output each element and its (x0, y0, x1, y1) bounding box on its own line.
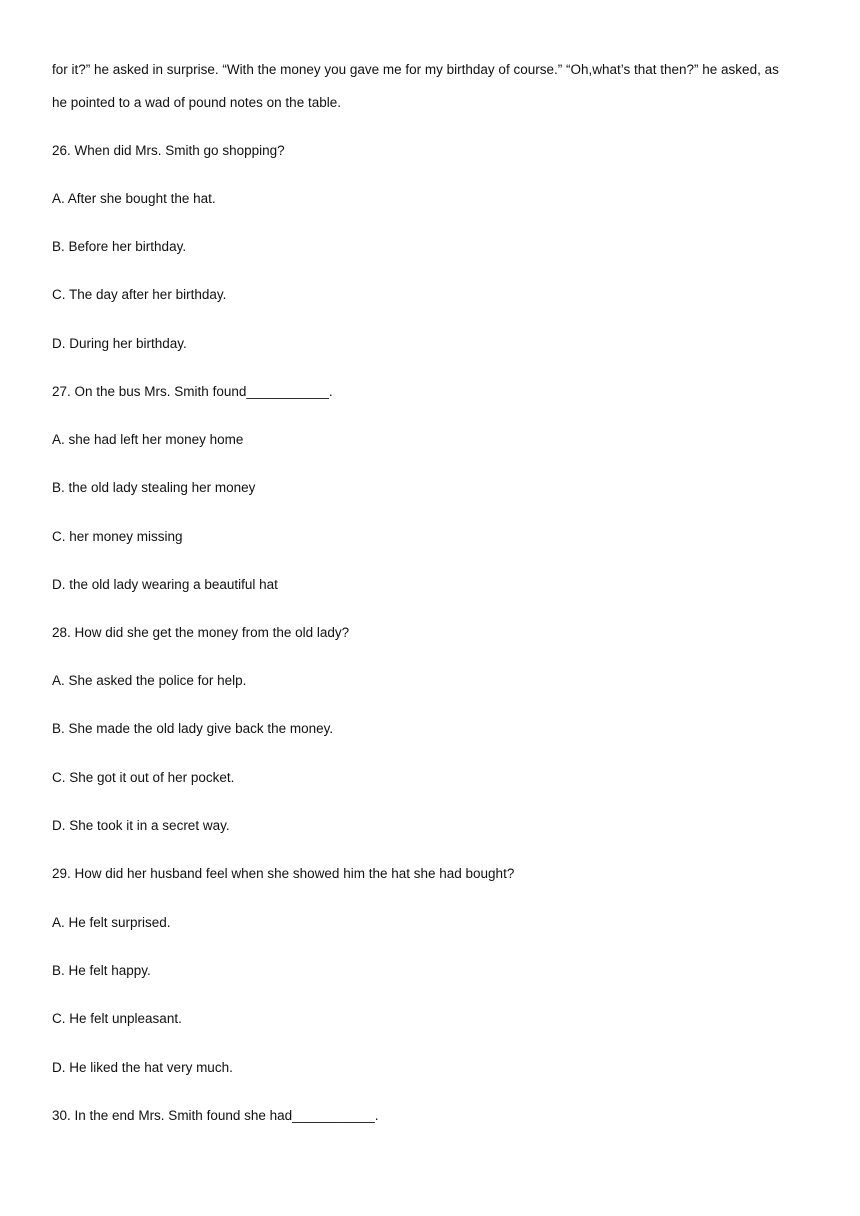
option-d: D. He liked the hat very much. (52, 1060, 233, 1075)
question-stem: 28. How did she get the money from the old lady? (52, 625, 350, 640)
option-a: A. she had left her money home (52, 432, 244, 447)
option-b: B. She made the old lady give back the money. (52, 721, 334, 736)
option-b: B. Before her birthday. (52, 239, 187, 254)
option-c: C. She got it out of her pocket. (52, 770, 235, 785)
option-b: B. He felt happy. (52, 963, 151, 978)
passage-text-line: he pointed to a wad of pound notes on the table. (52, 95, 341, 110)
option-a: A. She asked the police for help. (52, 673, 247, 688)
option-a: A. After she bought the hat. (52, 191, 216, 206)
question-stem: 27. On the bus Mrs. Smith found___________. (52, 384, 333, 399)
passage-text-line: for it?” he asked in surprise. “With the money you gave me for my birthday of course.” “Oh,what’s that then?” he asked, as (52, 62, 779, 77)
option-d: D. She took it in a secret way. (52, 818, 230, 833)
option-c: C. The day after her birthday. (52, 287, 227, 302)
option-d: D. During her birthday. (52, 336, 187, 351)
option-d: D. the old lady wearing a beautiful hat (52, 577, 278, 592)
question-stem: 26. When did Mrs. Smith go shopping? (52, 143, 285, 158)
question-stem: 30. In the end Mrs. Smith found she had___________. (52, 1108, 379, 1123)
option-b: B. the old lady stealing her money (52, 480, 256, 495)
option-c: C. her money missing (52, 529, 183, 544)
option-a: A. He felt surprised. (52, 915, 171, 930)
option-c: C. He felt unpleasant. (52, 1011, 182, 1026)
question-stem: 29. How did her husband feel when she showed him the hat she had bought? (52, 866, 515, 881)
